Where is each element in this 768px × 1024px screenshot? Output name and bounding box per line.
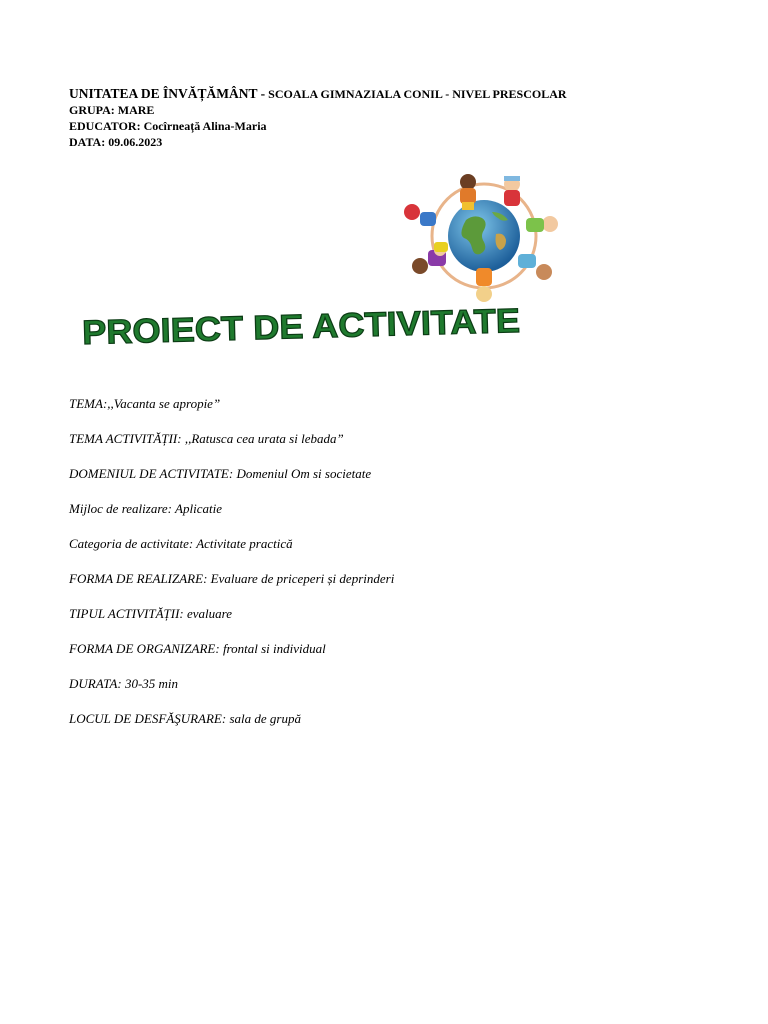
activity-fields [69,396,394,746]
globe-icon [448,200,520,272]
educator-line [69,118,567,134]
child-figure [504,176,520,206]
child-figure [460,174,476,210]
field-forma-organizare: FORMA DE ORGANIZARE: frontal si individual [69,641,326,656]
group-line: GRUPA: MARE [69,103,155,117]
child-figure [404,204,436,226]
date-line: DATA: 09.06.2023 [69,135,163,149]
child-figure [518,254,552,280]
unit-value: SCOALA GIMNAZIALA CONIL - NIVEL PRESCOLAR [265,87,567,101]
field-categoria: Categoria de activitate: Activitate practică [69,536,293,551]
child-figure [526,216,558,232]
field-tipul: TIPUL ACTIVITĂȚII: evaluare [69,606,232,621]
field-mijloc: Mijloc de realizare: Aplicatie [69,501,222,516]
unit-label: UNITATEA DE ÎNVĂȚĂMÂNT - [69,86,266,101]
field-domeniul: DOMENIUL DE ACTIVITATE: Domeniul Om si societate [69,466,372,481]
children-around-globe-illustration [400,168,570,303]
field-locul: LOCUL DE DESFĂŞURARE: sala de grupă [69,711,301,726]
document-title-text: PROIECT DE ACTIVITATE [81,302,494,352]
field-forma-realizare: FORMA DE REALIZARE: Evaluare de priceperi și deprinderi [69,571,395,586]
educator-label: EDUCATOR: [69,119,141,133]
document-title [78,296,528,352]
unit-line [69,86,567,102]
field-durata: DURATA: 30-35 min [69,676,179,691]
educator-value: Cocîrneață Alina-Maria [140,119,267,133]
field-tema-activitatii: TEMA ACTIVITĂȚII: ,,Ratusca cea urata si lebada” [69,431,344,446]
document-header [69,86,567,150]
field-tema: TEMA:,,Vacanta se apropie” [69,396,221,411]
